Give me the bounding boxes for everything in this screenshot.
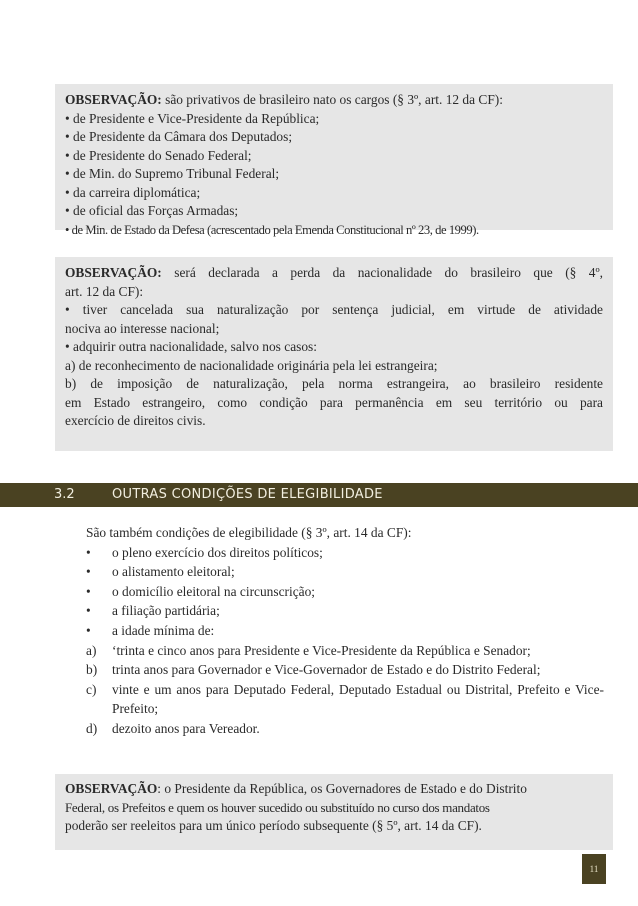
observation-intro: será declarada a perda da nacionalidade do brasileiro que (§ 4º, bbox=[161, 265, 603, 280]
bullet-marker: • bbox=[86, 603, 91, 619]
list-item: • de Presidente da Câmara dos Deputados; bbox=[65, 129, 293, 144]
text-line: • tiver cancelada sua naturalização por sentença judicial, em virtude de atividade bbox=[65, 302, 603, 317]
section-number: 3.2 bbox=[54, 487, 75, 502]
letter-marker: a) bbox=[86, 642, 97, 658]
lettered-item-text: dezoito anos para Vereador. bbox=[112, 720, 260, 736]
list-item bbox=[86, 601, 604, 621]
list-item: • de oficial das Forças Armadas; bbox=[65, 203, 239, 218]
section-title: OUTRAS CONDIÇÕES DE ELEGIBILIDADE bbox=[112, 487, 383, 502]
letter-marker: d) bbox=[86, 720, 98, 736]
observation-label: OBSERVAÇÃO: bbox=[65, 92, 162, 107]
text-line: em Estado estrangeiro, como condição para permanência em seu território ou para bbox=[65, 394, 603, 410]
list-item: • de Min. do Supremo Tribunal Federal; bbox=[65, 166, 280, 181]
eligibility-conditions bbox=[86, 523, 604, 739]
text-line: a) de reconhecimento de nacionalidade originária pela lei estrangeira; bbox=[65, 357, 438, 373]
text-line: poderão ser reeleitos para um único período subsequente (§ 5º, art. 14 da CF). bbox=[65, 818, 482, 833]
list-item-text: o alistamento eleitoral; bbox=[112, 564, 235, 580]
text-line: nociva ao interesse nacional; bbox=[65, 320, 220, 336]
list-item: • de Presidente e Vice-Presidente da República; bbox=[65, 110, 320, 126]
text-line: exercício de direitos civis. bbox=[65, 413, 206, 428]
bullet-marker: • bbox=[86, 583, 91, 599]
letter-marker: c) bbox=[86, 681, 97, 697]
bullet-marker: • bbox=[86, 544, 91, 560]
observation-box-loss-of-nationality bbox=[55, 257, 613, 451]
lettered-item-text: vinte e um anos para Deputado Federal, Deputado Estadual ou Distrital, Prefeito e Vice-Prefeito; bbox=[112, 681, 604, 717]
letter-marker: b) bbox=[86, 662, 98, 678]
list-item bbox=[86, 543, 604, 563]
list-item-text: a idade mínima de: bbox=[112, 622, 215, 638]
observation-text: : o Presidente da República, os Governadores de Estado e do Distrito bbox=[157, 781, 527, 796]
list-item-text: o domicílio eleitoral na circunscrição; bbox=[112, 583, 316, 599]
observation-label: OBSERVAÇÃO: bbox=[65, 265, 162, 280]
list-item bbox=[86, 582, 604, 602]
text-line: art. 12 da CF): bbox=[65, 283, 144, 299]
text-line: b) de imposição de naturalização, pela norma estrangeira, ao brasileiro residente bbox=[65, 376, 603, 391]
lettered-item bbox=[86, 641, 604, 661]
observation-heading-line bbox=[65, 780, 603, 799]
bullet-marker: • bbox=[86, 564, 91, 580]
conditions-intro: São também condições de elegibilidade (§ 3º, art. 14 da CF): bbox=[86, 525, 412, 540]
observation-box-native-offices bbox=[55, 84, 613, 237]
list-item: • da carreira diplomática; bbox=[65, 184, 201, 200]
observation-intro: são privativos de brasileiro nato os cargos (§ 3º, art. 12 da CF): bbox=[161, 92, 503, 107]
text-line: Federal, os Prefeitos e quem os houver sucedido ou substituído no curso dos mandatos bbox=[65, 799, 490, 815]
observation-label: OBSERVAÇÃO bbox=[65, 781, 158, 796]
list-item: • de Presidente do Senado Federal; bbox=[65, 147, 252, 163]
observation-box-reelection bbox=[55, 774, 613, 850]
list-item: • de Min. de Estado da Defesa (acrescentado pela Emenda Constitucional nº 23, de 1999). bbox=[65, 222, 479, 237]
lettered-item bbox=[86, 719, 604, 739]
bullet-marker: • bbox=[86, 622, 91, 638]
lettered-item-text: ‘trinta e cinco anos para Presidente e Vice-Presidente da República e Senador; bbox=[112, 642, 531, 658]
lettered-item bbox=[86, 680, 604, 719]
list-item bbox=[86, 562, 604, 582]
text-line: • adquirir outra nacionalidade, salvo nos casos: bbox=[65, 339, 317, 354]
observation-heading-line bbox=[65, 91, 603, 110]
list-item bbox=[86, 621, 604, 641]
list-item-text: o pleno exercício dos direitos políticos; bbox=[112, 544, 323, 560]
lettered-item-text: trinta anos para Governador e Vice-Governador de Estado e do Distrito Federal; bbox=[112, 662, 541, 678]
observation-heading-line bbox=[65, 264, 603, 283]
lettered-item bbox=[86, 660, 604, 680]
page-number: 11 bbox=[582, 854, 606, 884]
section-header-bar bbox=[0, 483, 638, 507]
list-item-text: a filiação partidária; bbox=[112, 603, 220, 619]
